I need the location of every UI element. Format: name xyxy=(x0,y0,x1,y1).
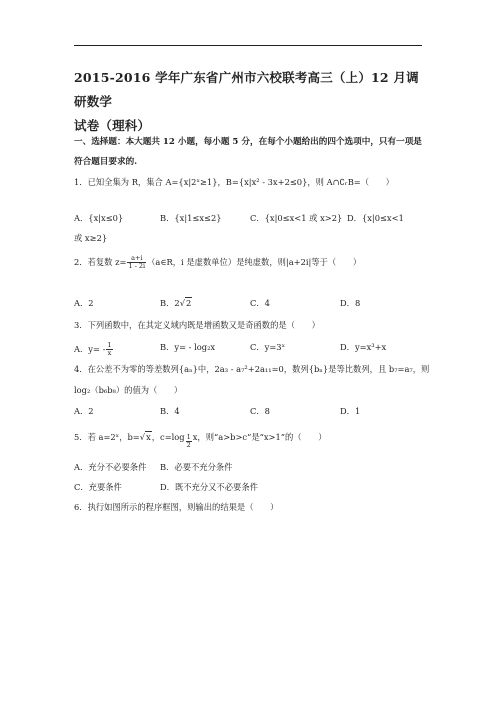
q2-option-b-prefix: B．2 xyxy=(160,298,180,308)
q2-option-a: A．2 xyxy=(74,298,94,308)
q3-stem: 3．下列函数中，在其定义域内既是增函数又是奇函数的是（ ） xyxy=(74,320,320,330)
q5-option-b: B．必要不充分条件 xyxy=(160,462,233,472)
q5-option-a: A．充分不必要条件 xyxy=(74,462,147,472)
q1-option-d-continued: 或 x≥2} xyxy=(74,233,108,243)
sqrt-symbol: √ xyxy=(139,432,146,442)
section-heading-line-1: 一、选择题：本大题共 12 小题，每小题 5 分，在每个小题给出的四个选项中，只有一项是 xyxy=(74,137,422,147)
q4-option-b: B．4 xyxy=(160,406,180,416)
q3-option-c: C．y=3ˣ xyxy=(250,342,286,352)
q5-stem xyxy=(74,432,327,449)
q1-stem: 1．已知全集为 R，集合 A={x|2ˣ≥1}，B={x|x² - 3x+2≤0}，则 A∩∁ᵣB=（ ） xyxy=(74,177,394,187)
sqrt-symbol: √ xyxy=(179,298,185,308)
q2-option-b xyxy=(160,298,192,309)
title-line-1: 2015-2016 学年广东省广州市六校联考高三（上）12 月调研数学 xyxy=(74,70,419,109)
header-rule xyxy=(74,45,422,46)
q4-line-1: 4．在公差不为零的等差数列{aₙ}中，2a₃ - a₇²+2a₁₁=0，数列{bₙ}是等比数列，且 b₇=a₇，则 xyxy=(74,364,430,374)
q2-option-c: C．4 xyxy=(250,298,270,308)
q5-prefix: 5．若 a=2ˣ，b= xyxy=(74,432,140,442)
q3-option-d: D．y=x³+x xyxy=(340,342,387,352)
q2-prefix: 2．若复数 z= xyxy=(74,257,127,267)
q3-option-a xyxy=(74,342,114,357)
q2-fraction-numerator: a+i xyxy=(127,255,146,263)
section-heading-line-2: 符合题目要求的. xyxy=(74,157,138,167)
q2-option-d: D．8 xyxy=(340,298,361,308)
q4-option-a: A．2 xyxy=(74,406,94,416)
q3-option-a-denominator: x xyxy=(107,349,112,357)
q1-option-a: A．{x|x≤0} xyxy=(74,213,124,223)
q5-option-d: D．既不充分又不必要条件 xyxy=(160,482,258,492)
q5-suffix: x，则“a>b>c”是“x>1”的（ ） xyxy=(192,432,327,442)
q4-option-c: C．8 xyxy=(250,406,270,416)
document-title xyxy=(74,66,430,138)
q3-option-b: B．y= - log₂x xyxy=(160,342,216,352)
q3-option-a-prefix: A．y= - xyxy=(74,344,106,354)
q5-log-base xyxy=(186,434,192,449)
q5-log-g: g xyxy=(179,432,185,442)
q2-fraction xyxy=(127,255,146,270)
q2-stem xyxy=(74,255,361,270)
q3-option-a-numerator: 1 xyxy=(107,341,112,349)
q1-option-d: D．{x|0≤x<1 xyxy=(347,213,404,223)
q5-log-base-numerator: 1 xyxy=(186,433,191,441)
q1-option-b: B．{x|1≤x≤2} xyxy=(160,213,222,223)
q5-option-c: C．充要条件 xyxy=(74,482,122,492)
q2-option-b-radicand: 2 xyxy=(185,298,192,308)
q2-fraction-denominator: 1 - 2i xyxy=(128,262,146,270)
q4-option-d: D．1 xyxy=(340,406,361,416)
title-line-2: 试卷（理科） xyxy=(74,118,151,133)
q1-option-c: C．{x|0≤x<1 或 x>2} xyxy=(250,213,343,223)
q5-sqrt-x: x xyxy=(146,432,151,442)
q6-stem: 6．执行如图所示的程序框图，则输出的结果是（ ） xyxy=(74,502,279,512)
q4-line-2: log₂（b₆b₈）的值为（ ） xyxy=(74,385,183,395)
q5-mid: ，c=lo xyxy=(151,432,180,442)
q5-log-base-denominator: 2 xyxy=(186,441,191,449)
q3-option-a-fraction xyxy=(106,342,112,357)
q2-suffix: （a∈R，i 是虚数单位）是纯虚数，则|a+2i|等于（ ） xyxy=(147,257,362,267)
